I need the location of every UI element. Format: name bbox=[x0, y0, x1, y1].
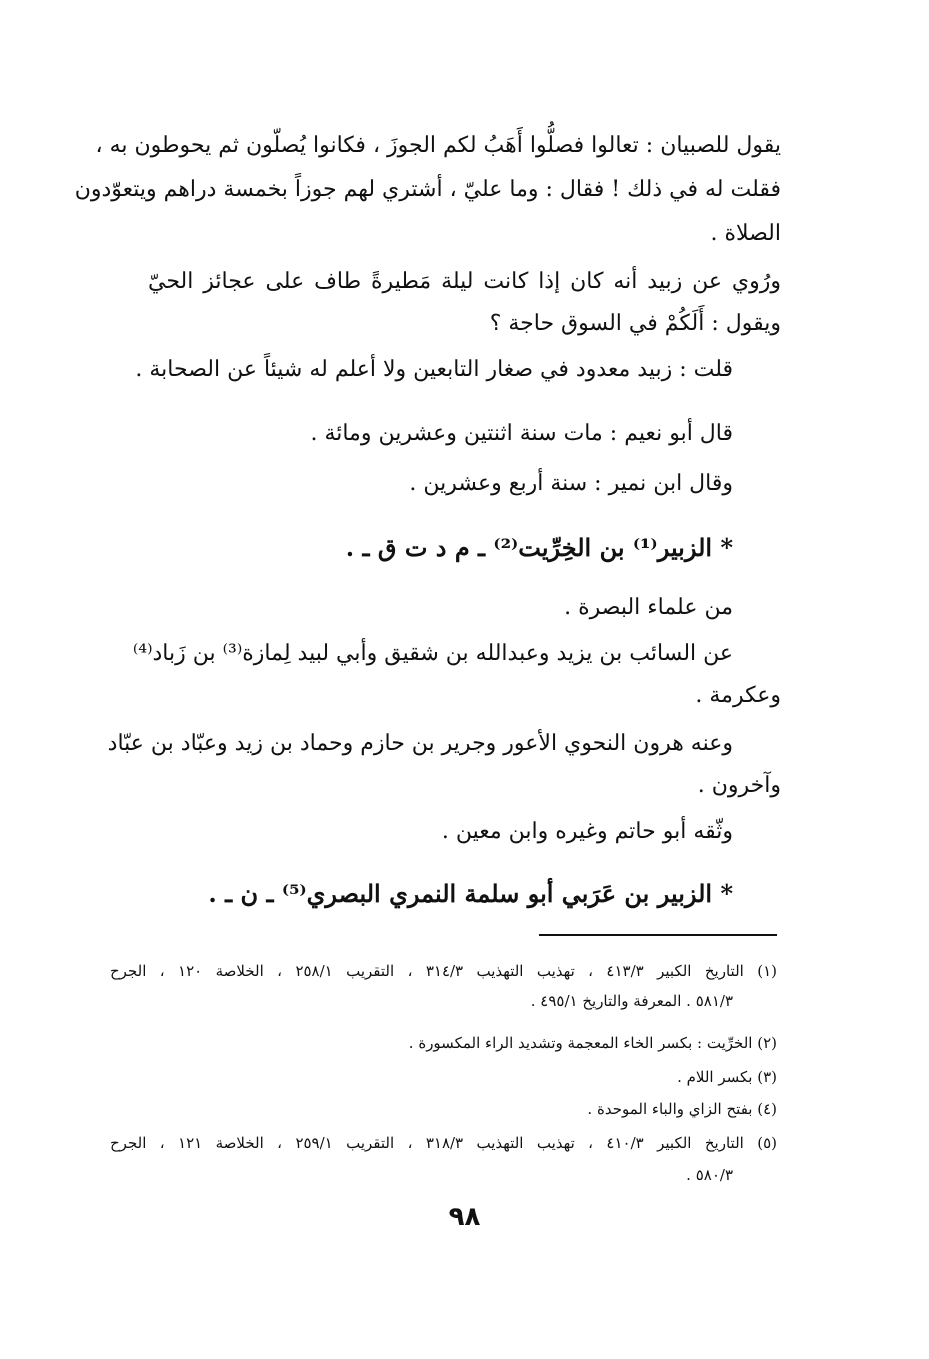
body-line-15: وثّقه أبو حاتم وغيره وابن معين . bbox=[441, 819, 733, 844]
body-line-8: وقال ابن نمير : سنة أربع وعشرين . bbox=[409, 471, 733, 496]
footnote-3: (٣) بكسر اللام . bbox=[677, 1068, 777, 1086]
footnote-1-line-2: ٥٨١/٣ . المعرفة والتاريخ ٤٩٥/١ . bbox=[530, 992, 733, 1010]
footnote-5-line-2: ٥٨٠/٣ . bbox=[686, 1166, 733, 1184]
body-line-3: الصلاة . bbox=[710, 221, 781, 246]
body-line-10: من علماء البصرة . bbox=[564, 595, 733, 620]
footnote-separator bbox=[539, 934, 777, 936]
body-line-12: وعكرمة . bbox=[695, 683, 781, 708]
body-line-7: قال أبو نعيم : مات سنة اثنتين وعشرين ومائة . bbox=[310, 421, 733, 446]
body-line-1: يقول للصبيان : تعالوا فصلُّوا أَهَبُ لكم الجوزَ ، فكانوا يُصلّون ثم يحوطون به ، bbox=[95, 133, 781, 158]
body-line-2: فقلت له في ذلك ! فقال : وما عليّ ، أشتري لهم جوزاً بخمسة دراهم ويتعوّدون bbox=[74, 177, 781, 202]
entry-heading-zubayr-ibn-arabi: * الزبير بن عَرَبي أبو سلمة النمري البصري⁽⁵⁾ ـ ن ـ . bbox=[208, 879, 733, 908]
body-line-11: عن السائب بن يزيد وعبدالله بن شقيق وأبي لبيد لِمازة⁽³⁾ بن زَباد⁽⁴⁾ bbox=[132, 641, 733, 666]
page-number: ٩٨ bbox=[448, 1202, 481, 1232]
body-line-13: وعنه هرون النحوي الأعور وجرير بن حازم وحماد بن زيد وعبّاد بن عبّاد bbox=[107, 731, 733, 756]
body-line-14: وآخرون . bbox=[697, 773, 781, 798]
footnote-2: (٢) الخرِّيت : بكسر الخاء المعجمة وتشديد الراء المكسورة . bbox=[408, 1034, 777, 1052]
footnote-4: (٤) بفتح الزاي والباء الموحدة . bbox=[587, 1100, 777, 1118]
entry-heading-zubayr-ibn-khirrit: * الزبير⁽¹⁾ بن الخِرِّيت⁽²⁾ ـ م د ت ق ـ . bbox=[345, 533, 733, 562]
body-line-4: ورُوي عن زبيد أنه كان إذا كانت ليلة مَطيرةً طاف على عجائز الحيّ bbox=[148, 269, 781, 294]
body-line-6: قلت : زبيد معدود في صغار التابعين ولا أعلم له شيئاً عن الصحابة . bbox=[135, 357, 733, 382]
footnote-5-line-1: (٥) التاريخ الكبير ٤١٠/٣ ، تهذيب التهذيب ٣١٨/٣ ، التقريب ٢٥٩/١ ، الخلاصة ١٢١ ، الجرح bbox=[110, 1134, 777, 1152]
footnote-1-line-1: (١) التاريخ الكبير ٤١٣/٣ ، تهذيب التهذيب ٣١٤/٣ ، التقريب ٢٥٨/١ ، الخلاصة ١٢٠ ، الجرح bbox=[110, 962, 777, 980]
body-line-5: ويقول : أَلَكُمْ في السوق حاجة ؟ bbox=[489, 311, 781, 336]
